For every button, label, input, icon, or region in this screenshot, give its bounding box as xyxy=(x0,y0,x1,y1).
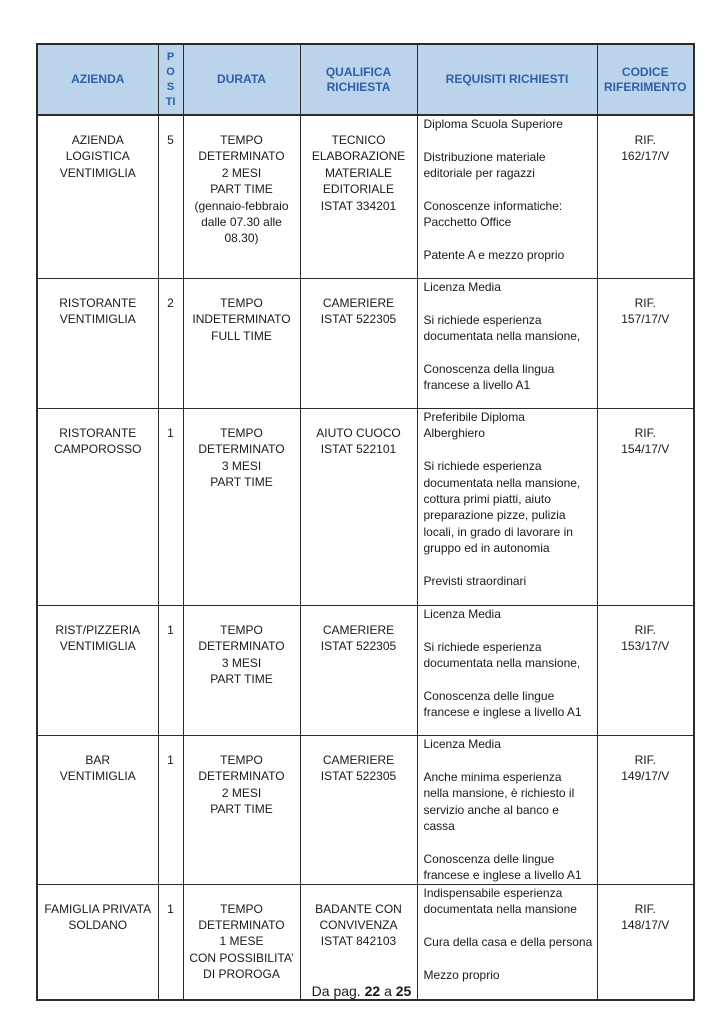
azienda-line: LOGISTICA xyxy=(65,149,130,164)
footer-prefix: Da pag. xyxy=(311,983,361,999)
azienda-line: RISTORANTE xyxy=(59,426,137,440)
requisiti-line: francese a livello A1 xyxy=(423,378,531,393)
header-azienda: AZIENDA xyxy=(37,44,158,115)
codice-line: RIF. xyxy=(634,426,656,440)
requisiti-gap xyxy=(424,182,594,198)
requisiti-line: Patente A e mezzo proprio xyxy=(423,248,565,263)
qualifica-line: ISTAT 842103 xyxy=(320,934,397,949)
header-posti-line: O xyxy=(166,65,175,78)
cell-posti: 5 xyxy=(158,115,183,279)
requisiti-line: Distribuzione materiale xyxy=(423,149,546,164)
footer-from-page: 22 xyxy=(364,983,381,999)
durata-line: TEMPO xyxy=(220,296,263,310)
azienda-line: RIST/PIZZERIA xyxy=(55,623,141,637)
cell-requisiti xyxy=(417,606,597,736)
azienda-line: SOLDANO xyxy=(68,918,128,933)
requisiti-line: Conoscenze informatiche: xyxy=(423,199,563,213)
cell-azienda xyxy=(37,409,158,606)
qualifica-line: EDITORIALE xyxy=(322,182,395,197)
requisiti-line: Diploma Scuola Superiore xyxy=(423,117,563,131)
azienda-line: AZIENDA xyxy=(71,133,124,147)
requisiti-line: preparazione pizze, pulizia xyxy=(423,508,566,523)
cell-posti: 1 xyxy=(158,884,183,1000)
table-row xyxy=(37,115,694,279)
qualifica-line: ISTAT 522101 xyxy=(320,442,397,457)
requisiti-line: documentata nella mansione, xyxy=(423,656,581,671)
azienda-line: BAR xyxy=(85,753,111,767)
cell-codice xyxy=(597,279,694,409)
requisiti-line: Preferibile Diploma xyxy=(423,410,525,424)
durata-line: DETERMINATO xyxy=(198,918,285,933)
qualifica-line: ISTAT 334201 xyxy=(320,198,397,213)
header-codice-line: CODICE xyxy=(621,64,669,79)
requisiti-line: Cura della casa e della persona xyxy=(423,934,593,949)
requisiti-gap xyxy=(424,950,594,966)
table-row xyxy=(37,279,694,409)
durata-line: TEMPO xyxy=(220,623,263,637)
cell-durata xyxy=(183,279,300,409)
requisiti-line: Licenza Media xyxy=(423,607,501,621)
requisiti-line: locali, in grado di lavorare in xyxy=(423,524,573,539)
durata-line: TEMPO xyxy=(220,753,263,767)
durata-line: FULL TIME xyxy=(211,328,272,343)
table-header-row xyxy=(37,44,694,115)
cell-azienda xyxy=(37,606,158,736)
cell-posti: 1 xyxy=(158,409,183,606)
codice-line: RIF. xyxy=(634,623,656,637)
requisiti-line: Conoscenza della lingua xyxy=(423,362,555,376)
codice-line: 157/17/V xyxy=(621,312,670,327)
requisiti-line: Previsti straordinari xyxy=(423,574,527,589)
durata-line: 2 MESI xyxy=(221,785,262,800)
qualifica-line: ISTAT 522305 xyxy=(320,639,397,654)
cell-azienda xyxy=(37,736,158,885)
qualifica-line: AIUTO CUOCO xyxy=(316,426,401,440)
requisiti-gap xyxy=(424,622,594,638)
codice-line: RIF. xyxy=(634,753,656,767)
codice-line: 149/17/V xyxy=(621,769,670,784)
qualifica-line: CAMERIERE xyxy=(322,296,395,310)
header-codice xyxy=(597,44,694,115)
codice-line: 153/17/V xyxy=(621,639,670,654)
azienda-line: RISTORANTE xyxy=(59,296,137,310)
cell-codice xyxy=(597,606,694,736)
cell-durata xyxy=(183,409,300,606)
header-qualifica-line: RICHIESTA xyxy=(326,79,391,94)
durata-line: DETERMINATO xyxy=(198,149,285,164)
cell-requisiti xyxy=(417,279,597,409)
durata-line: PART TIME xyxy=(210,802,273,817)
requisiti-line: Pacchetto Office xyxy=(423,215,512,230)
requisiti-line: francese e inglese a livello A1 xyxy=(423,868,582,883)
codice-line: 148/17/V xyxy=(621,918,670,933)
requisiti-line: Si richiede esperienza xyxy=(423,639,542,654)
azienda-line: VENTIMIGLIA xyxy=(59,769,136,784)
requisiti-line: servizio anche al banco e cassa xyxy=(423,802,559,834)
cell-qualifica xyxy=(300,279,417,409)
requisiti-line: Alberghiero xyxy=(423,426,485,441)
cell-azienda xyxy=(37,115,158,279)
cell-posti: 1 xyxy=(158,736,183,885)
footer-middle: a xyxy=(384,983,392,999)
qualifica-line: ISTAT 522305 xyxy=(320,312,397,327)
table-row xyxy=(37,606,694,736)
requisiti-line: Conoscenza delle lingue xyxy=(423,851,555,866)
requisiti-line: Anche minima esperienza xyxy=(423,769,562,784)
durata-line: PART TIME xyxy=(210,182,273,197)
requisiti-line: documentata nella mansione, xyxy=(423,329,581,344)
header-posti-line: TI xyxy=(165,95,176,108)
cell-azienda xyxy=(37,279,158,409)
durata-line: 3 MESI xyxy=(221,458,262,473)
durata-line: TEMPO xyxy=(220,426,263,440)
cell-durata xyxy=(183,115,300,279)
azienda-line: CAMPOROSSO xyxy=(54,442,142,457)
cell-requisiti xyxy=(417,409,597,606)
durata-line: DETERMINATO xyxy=(198,442,285,457)
requisiti-gap xyxy=(424,834,594,850)
durata-line: DETERMINATO xyxy=(198,639,285,654)
footer-to-page: 25 xyxy=(395,983,412,999)
requisiti-gap xyxy=(424,557,594,573)
cell-qualifica xyxy=(300,115,417,279)
durata-line: PART TIME xyxy=(210,475,273,490)
requisiti-gap xyxy=(424,345,594,361)
header-requisiti: REQUISITI RICHIESTI xyxy=(417,44,597,115)
azienda-line: VENTIMIGLIA xyxy=(59,165,136,180)
durata-line: INDETERMINATO xyxy=(192,312,291,327)
requisiti-line: documentata nella mansione xyxy=(423,902,577,917)
durata-line: (gennaio-febbraio xyxy=(194,198,289,213)
requisiti-line: Licenza Media xyxy=(423,280,501,294)
codice-line: 162/17/V xyxy=(621,149,670,164)
requisiti-gap xyxy=(424,231,594,247)
requisiti-line: Conoscenza delle lingue xyxy=(423,689,555,703)
codice-line: RIF. xyxy=(634,901,656,916)
cell-qualifica xyxy=(300,409,417,606)
qualifica-line: CAMERIERE xyxy=(322,753,395,767)
cell-requisiti xyxy=(417,115,597,279)
requisiti-gap xyxy=(424,295,594,311)
header-posti-line: P xyxy=(166,50,175,63)
qualifica-line: TECNICO xyxy=(331,133,386,147)
cell-durata xyxy=(183,736,300,885)
durata-line: DI PROROGA xyxy=(203,967,280,982)
durata-line: dalle 07.30 alle xyxy=(201,215,282,230)
cell-codice xyxy=(597,409,694,606)
requisiti-line: gruppo ed in autonomia xyxy=(423,541,550,556)
durata-line: TEMPO xyxy=(220,901,263,916)
azienda-line: VENTIMIGLIA xyxy=(59,312,136,327)
requisiti-line: cottura primi piatti, aiuto xyxy=(423,492,551,507)
header-qualifica-line: QUALIFICA xyxy=(325,64,392,79)
codice-line: RIF. xyxy=(634,133,656,147)
header-durata: DURATA xyxy=(183,44,300,115)
requisiti-line: Licenza Media xyxy=(423,737,501,751)
requisiti-line: Si richiede esperienza xyxy=(423,312,542,327)
durata-line: PART TIME xyxy=(210,672,273,687)
job-listings-table xyxy=(36,43,695,1001)
cell-qualifica xyxy=(300,606,417,736)
cell-requisiti xyxy=(417,736,597,885)
cell-posti: 2 xyxy=(158,279,183,409)
header-posti xyxy=(158,44,183,115)
durata-line: 1 MESE xyxy=(219,934,264,949)
qualifica-line: CONVIVENZA xyxy=(319,918,398,933)
table-row xyxy=(37,409,694,606)
azienda-line: VENTIMIGLIA xyxy=(59,639,136,654)
cell-codice xyxy=(597,115,694,279)
durata-line: CON POSSIBILITA’ xyxy=(189,950,294,965)
header-codice-line: RIFERIMENTO xyxy=(604,79,687,94)
requisiti-line: Mezzo proprio xyxy=(423,967,500,982)
requisiti-line: Si richiede esperienza xyxy=(423,459,542,474)
page-range-footer xyxy=(0,983,723,999)
requisiti-line: nella mansione, è richiesto il xyxy=(423,786,575,801)
qualifica-line: CAMERIERE xyxy=(322,623,395,637)
cell-durata xyxy=(183,606,300,736)
requisiti-gap xyxy=(424,132,594,148)
qualifica-line: BADANTE CON xyxy=(315,901,402,916)
azienda-line: FAMIGLIA PRIVATA xyxy=(44,901,152,916)
requisiti-line: Indispensabile esperienza xyxy=(423,885,563,900)
durata-line: 3 MESI xyxy=(221,655,262,670)
codice-line: 154/17/V xyxy=(621,442,670,457)
table-row xyxy=(37,736,694,885)
requisiti-line: documentata nella mansione, xyxy=(423,475,581,490)
durata-line: TEMPO xyxy=(220,133,263,147)
qualifica-line: MATERIALE xyxy=(324,165,393,180)
durata-line: 2 MESI xyxy=(221,165,262,180)
qualifica-line: ELABORAZIONE xyxy=(311,149,406,164)
requisiti-gap xyxy=(424,442,594,458)
durata-line: DETERMINATO xyxy=(198,769,285,784)
cell-codice xyxy=(597,736,694,885)
header-qualifica xyxy=(300,44,417,115)
requisiti-gap xyxy=(424,917,594,933)
header-posti-line: S xyxy=(166,80,175,93)
cell-posti: 1 xyxy=(158,606,183,736)
requisiti-gap xyxy=(424,752,594,768)
job-listings-table-wrapper xyxy=(36,43,693,1001)
requisiti-gap xyxy=(424,672,594,688)
table-body xyxy=(37,115,694,1000)
requisiti-line: francese e inglese a livello A1 xyxy=(423,705,582,720)
qualifica-line: ISTAT 522305 xyxy=(320,769,397,784)
requisiti-line: editoriale per ragazzi xyxy=(423,166,535,181)
cell-qualifica xyxy=(300,736,417,885)
durata-line: 08.30) xyxy=(224,231,259,246)
codice-line: RIF. xyxy=(634,296,656,310)
